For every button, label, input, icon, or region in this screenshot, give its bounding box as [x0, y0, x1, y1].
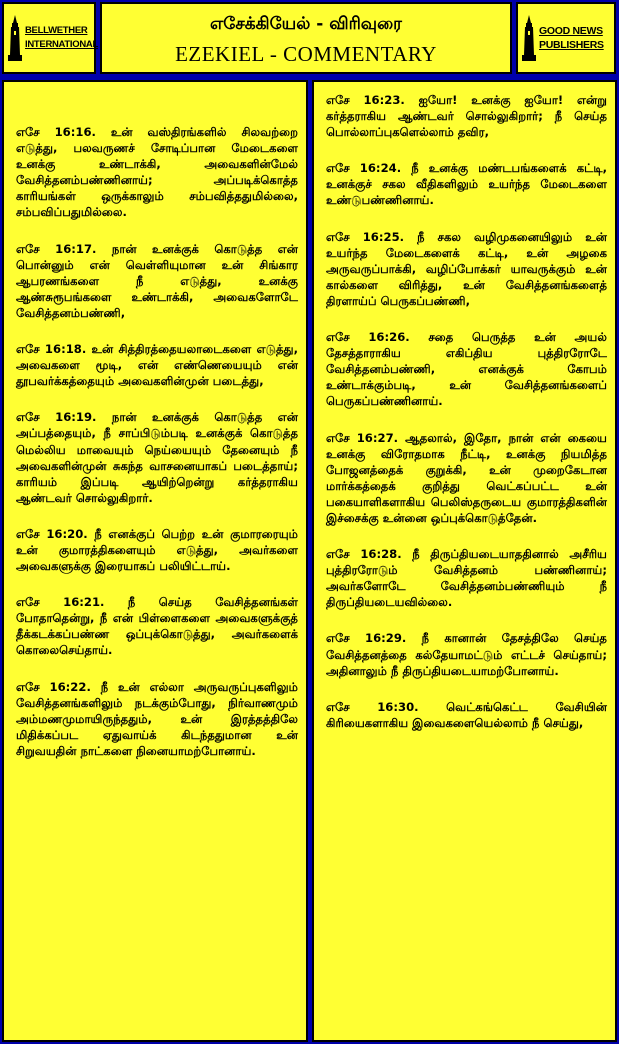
- left-column: [2, 80, 308, 1042]
- good-news-logo: [516, 2, 616, 74]
- logo-right-line2: PUBLISHERS: [539, 39, 604, 51]
- verse-paragraph: எசே 16:24. நீ உனக்கு மண்டபங்களைக் கட்டி, உனக்குச் சகல வீதிகளிலும் உயர்ந்த மேடைகளை உண்டுபண்ணினாய்.: [326, 161, 607, 208]
- title-tamil: எசேக்கியேல் - விரிவுரை: [210, 14, 402, 34]
- verse-paragraph: எசே 16:27. ஆதலால், இதோ, நான் என் கையை உனக்கு விரோதமாக நீட்டி, உனக்கு நியமித்த போஜனத்தைக் குறுக்கி, உன் முறைகேடான மார்க்கத்தைக் குறித்து வெட்கப்பட்ட உன் பகையாளிகளாகிய பெலிஸ்தருடைய குமாரத்திகளின் இச்சைக்கு உன்னை ஒப்புக்கொடுத்தேன்.: [326, 430, 607, 525]
- verse-paragraph: எசே 16:26. சதை பெருத்த உன் அயல் தேசத்தாராகிய எகிப்திய புத்திரரோடே வேசித்தனம்பண்ணி, எனக்குக் கோபம் உண்டாக்கும்படி, உன் வேசித்தனங்களைப் பெருகப்பண்ணினாய்.: [326, 330, 607, 409]
- logo-left-line2: INTERNATIONAL: [25, 39, 98, 50]
- verse-paragraph: எசே 16:21. நீ செய்த வேசித்தனங்கள் போதாதென்று, நீ என் பிள்ளைகளை அவைகளுக்குத் தீக்கடக்கப்பண்ண ஒப்புக்கொடுத்து, அவர்களைக் கொலைசெய்தாய்.: [16, 595, 298, 658]
- tower-icon: [8, 15, 22, 61]
- verse-paragraph: எசே 16:18. உன் சித்திரத்தையலாடைகளை எடுத்து, அவைகளை மூடி, என் எண்ணெயையும் என் தூபவர்க்கத்தையும் அவைகளின்முன் படைத்து,: [16, 342, 298, 389]
- verse-paragraph: எசே 16:19. நான் உனக்குக் கொடுத்த என் அப்பத்தையும், நீ சாப்பிடும்படி உனக்குக் கொடுத்த மெல்லிய மாவையும் நெய்யையும் தேனையும் நீ அவைகளின்முன் சுகந்த வாசனையாகப் படைத்தாய்; காரியம் இப்படி ஆயிற்றென்று கர்த்தராகிய ஆண்டவர் சொல்லுகிறார்.: [16, 410, 298, 505]
- verse-paragraph: எசே 16:23. ஐயோ! உனக்கு ஐயோ! என்று கர்த்தராகிய ஆண்டவர் சொல்லுகிறார்; நீ செய்த பொல்லாப்புகளெல்லாம் தவிர,: [326, 93, 607, 140]
- verse-paragraph: எசே 16:17. நான் உனக்குக் கொடுத்த என் பொன்னும் என் வெள்ளியுமான உன் சிங்கார ஆபரணங்களை நீ எடுத்து, உனக்கு ஆண்சுரூபங்களை உண்டாக்கி, அவைகளோடே வேசித்தனம்பண்ணி,: [16, 241, 298, 320]
- title-box: [100, 2, 512, 74]
- verse-paragraph: எசே 16:20. நீ எனக்குப் பெற்ற உன் குமாரரையும் உன் குமாரத்திகளையும் எடுத்து, அவர்களை அவைகளுக்கு இரையாகப் பலியிட்டாய்.: [16, 526, 298, 574]
- bellwether-logo: [2, 2, 96, 74]
- verse-paragraph: எசே 16:30. வெட்கங்கெட்ட வேசியின் கிரியைகளாகிய இவைகளையெல்லாம் நீ செய்து,: [326, 699, 607, 730]
- verse-paragraph: எசே 16:29. நீ கானான் தேசத்திலே செய்த வேசித்தனத்தை கல்தேயாமட்டும் எட்டச் செய்தாய்; அதினாலும் நீ திருப்தியடையாமற்போனாய்.: [326, 631, 607, 678]
- verse-paragraph: எசே 16:22. நீ உன் எல்லா அருவருப்புகளிலும் வேசித்தனங்களிலும் நடக்கும்போது, நிர்வாணமும் அம்மணமுமாயிருந்ததும், உன் இரத்தத்திலே மிதிக்கப்பட ஏதுவாய்க் கிடந்ததுமான உன் சிறுவயதின் நாட்களை நினையாமற்போனாய்.: [16, 679, 298, 758]
- verse-paragraph: எசே 16:28. நீ திருப்தியடையாததினால் அசீரிய புத்திரரோடும் வேசித்தனம் பண்ணினாய்; அவர்களோடே வேசித்தனம்பண்ணியும் நீ திருப்தியடையவில்லை.: [326, 547, 607, 610]
- title-english: EZEKIEL - COMMENTARY: [175, 42, 437, 66]
- logo-left-line1: BELLWETHER: [25, 25, 88, 36]
- right-column: [312, 80, 617, 1042]
- tower-icon: [522, 15, 536, 61]
- verse-paragraph: எசே 16:25. நீ சகல வழிமுகனையிலும் உன் உயர்ந்த மேடைகளைக் கட்டி, உன் அழகை அருவருப்பாக்கி, வழிப்போக்கர் யாவருக்கும் உன் கால்களை விரித்து, உன் வேசித்தனங்களைத் திரளாய்ப் பெருகப்பண்ணி,: [326, 229, 607, 308]
- verse-paragraph: எசே 16:16. உன் வஸ்திரங்களில் சிலவற்றை எடுத்து, பலவருணச் சோடிப்பான மேடைகளை உனக்கு உண்டாக்கி, அவைகளின்மேல் வேசித்தனம்பண்ணினாய்; அப்படிக்கொத்த காரியங்கள் ஒருக்காலும் சம்பவித்ததுமில்லை, சம்பவிப்பதுமில்லை.: [16, 125, 298, 220]
- logo-right-line1: GOOD NEWS: [539, 25, 603, 37]
